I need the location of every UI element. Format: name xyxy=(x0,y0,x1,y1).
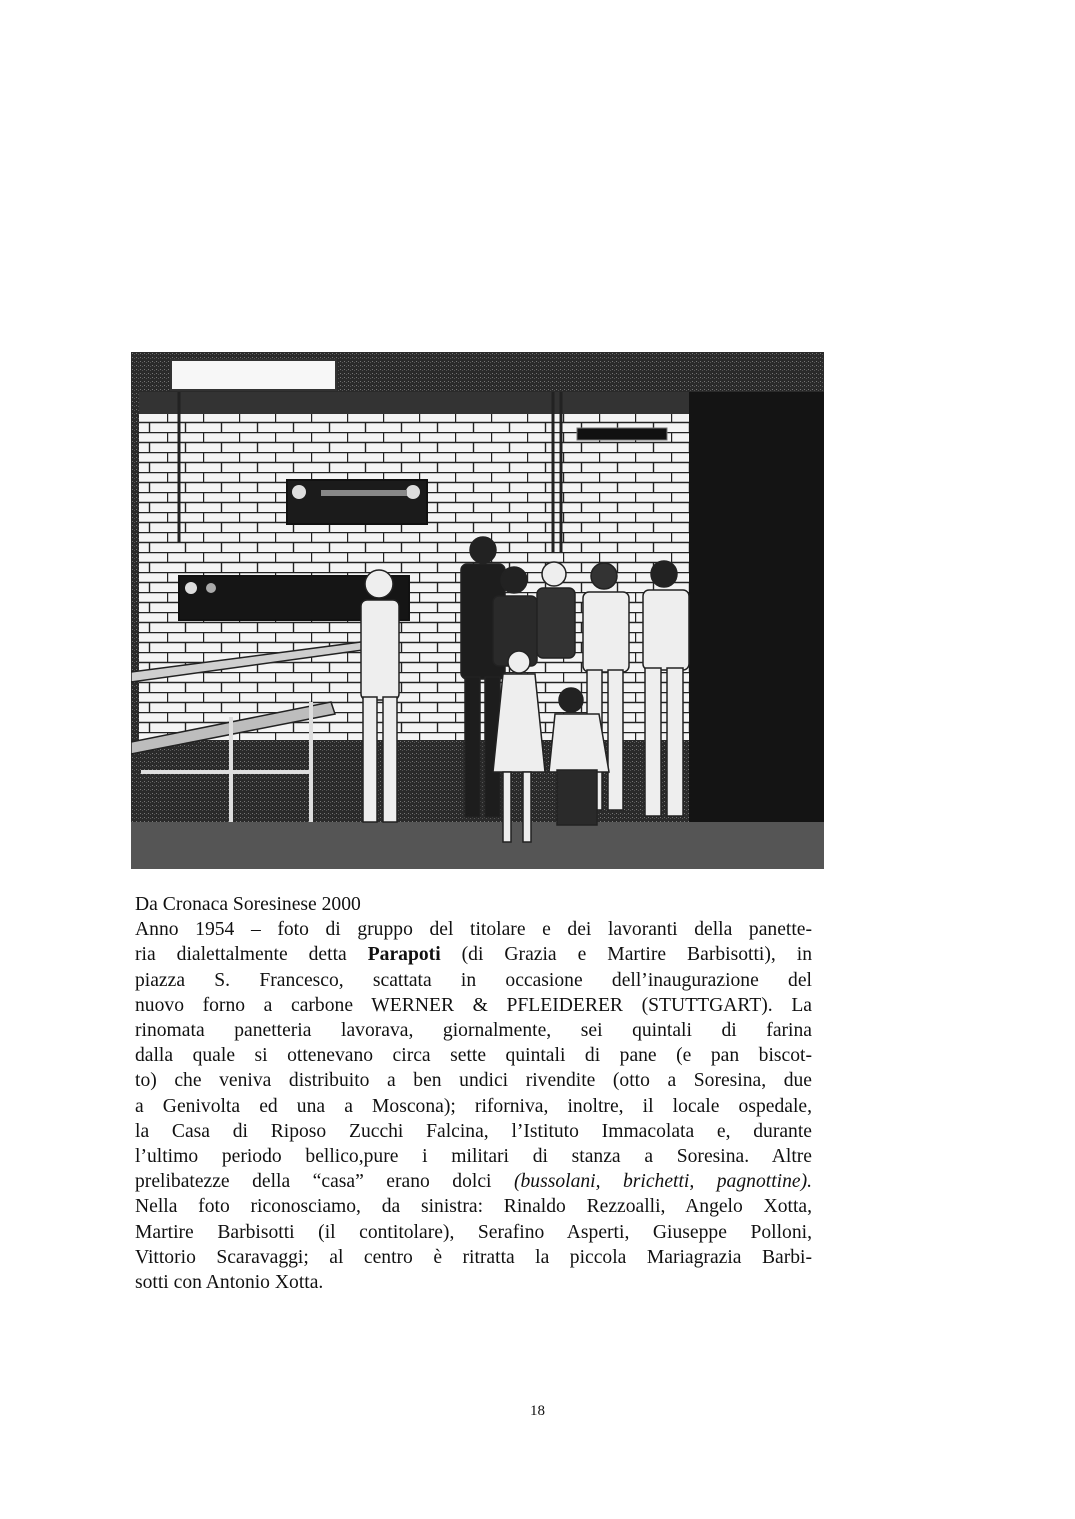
caption-line xyxy=(135,1144,812,1169)
caption-text: nuovo forno a carbone WERNER & PFLEIDERER (STUTTGART). La xyxy=(135,994,812,1016)
ceiling-light xyxy=(171,360,336,390)
caption-line xyxy=(135,1194,812,1219)
caption-line xyxy=(135,1220,812,1245)
caption-text: a Genivolta ed una a Moscona); riforniva, inoltre, il locale ospedale, xyxy=(135,1095,812,1117)
caption-text: Nella foto riconosciamo, da sinistra: Rinaldo Rezzoalli, Angelo Xotta, xyxy=(135,1196,812,1218)
caption-line xyxy=(135,1245,812,1270)
caption-text: Anno 1954 – foto di gruppo del titolare e dei lavoranti della panette- xyxy=(135,919,812,941)
caption-line xyxy=(135,1270,812,1295)
caption-text: l’ultimo periodo bellico,pure i militari di stanza a Soresina. Altre xyxy=(135,1146,812,1168)
caption-text: ria dialettalmente detta xyxy=(135,944,368,966)
caption-line xyxy=(135,1018,812,1043)
caption-italic-text: (bussolani, brichetti, pagnottine). xyxy=(513,1171,812,1193)
caption-text: la Casa di Riposo Zucchi Falcina, l’Istituto Immacolata e, durante xyxy=(135,1120,812,1142)
caption-text: Vittorio Scaravaggi; al centro è ritratta la piccola Mariagrazia Barbi- xyxy=(135,1246,812,1268)
caption-text: Martire Barbisotti (il contitolare), Serafino Asperti, Giuseppe Polloni, xyxy=(135,1221,812,1243)
bakery-group-photo xyxy=(131,352,824,869)
caption-text: rinomata panetteria lavorava, giornalmente, sei quintali di farina xyxy=(135,1020,812,1042)
caption-line xyxy=(135,993,812,1018)
caption-text: (di Grazia e Martire Barbisotti), in xyxy=(440,944,812,966)
caption-source-line: Da Cronaca Soresinese 2000 xyxy=(135,894,361,915)
caption-line xyxy=(135,1068,812,1093)
manufacturer-plate xyxy=(577,428,667,440)
caption-text: piazza S. Francesco, scattata in occasione dell’inaugurazione del xyxy=(135,969,812,991)
caption-line xyxy=(135,1169,812,1194)
caption-line xyxy=(135,1043,812,1068)
bakery-photo-illustration xyxy=(131,352,824,869)
caption-text: prelibatezze della “casa” erano dolci xyxy=(135,1171,514,1193)
caption-line xyxy=(135,917,812,942)
caption-line xyxy=(135,968,812,993)
caption-text: dalla quale si ottenevano circa sette quintali di pane (e pan biscot- xyxy=(135,1045,812,1067)
caption-body xyxy=(135,917,812,1295)
caption-text: sotti con Antonio Xotta. xyxy=(135,1272,324,1294)
photo-caption xyxy=(135,892,812,1295)
caption-line xyxy=(135,1119,812,1144)
page-number: 18 xyxy=(530,1403,545,1419)
caption-line xyxy=(135,1094,812,1119)
upper-oven-door xyxy=(287,480,427,524)
caption-text: to) che veniva distribuito a ben undici rivendite (otto a Soresina, due xyxy=(135,1070,812,1092)
caption-line xyxy=(135,942,812,967)
caption-bold-text: Parapoti xyxy=(367,944,441,966)
